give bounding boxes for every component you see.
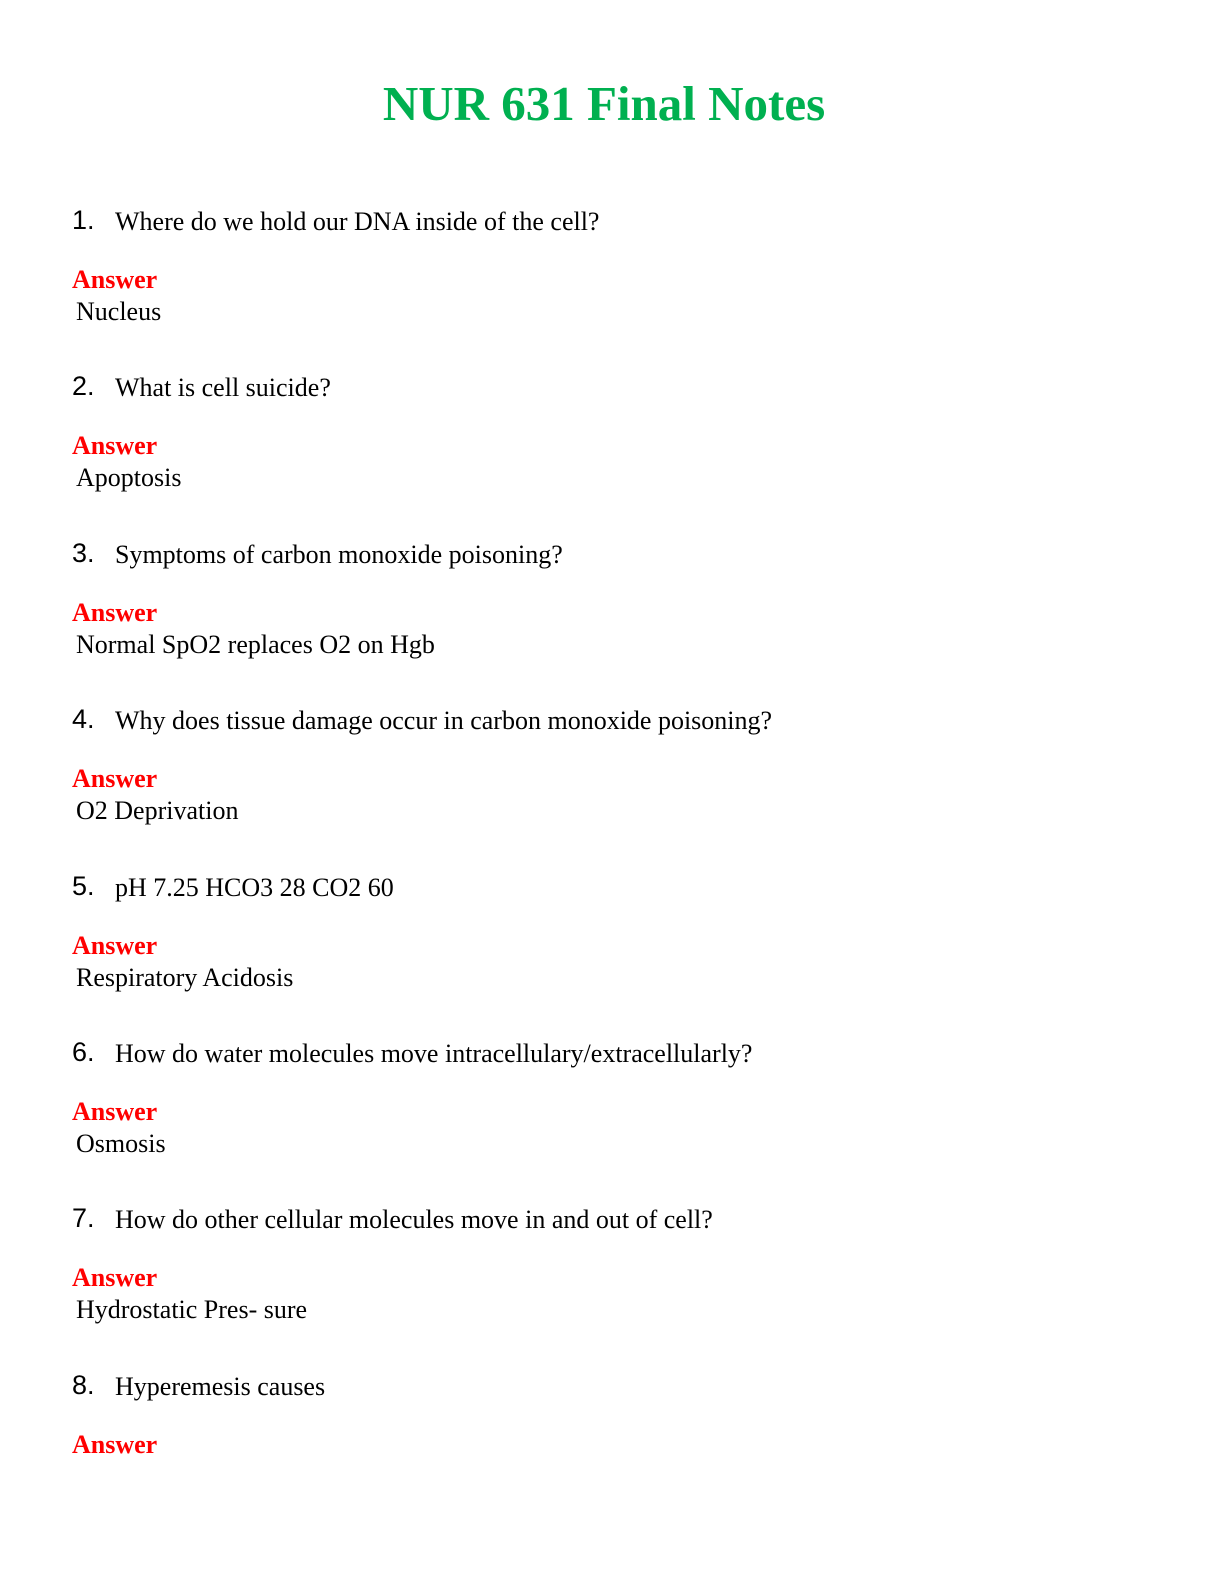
question-text: pH 7.25 HCO3 28 CO2 60 (115, 873, 394, 902)
answer-text: Nucleus (76, 297, 162, 326)
document-title: NUR 631 Final Notes (382, 76, 826, 131)
question-text: How do other cellular molecules move in and out of cell? (115, 1205, 713, 1234)
question-number: 8. (72, 1370, 95, 1400)
answer-text: O2 Deprivation (76, 796, 239, 825)
question-number: 4. (72, 704, 95, 734)
question-number: 6. (72, 1037, 95, 1067)
qa-item-3 (0, 533, 1224, 693)
question-text: Where do we hold our DNA inside of the cell? (115, 207, 600, 236)
answer-label: Answer (72, 431, 158, 460)
question-text: Hyperemesis causes (115, 1372, 326, 1401)
qa-item-5 (0, 866, 1224, 1026)
answer-label: Answer (72, 1097, 158, 1126)
answer-label: Answer (72, 1430, 158, 1459)
qa-item-2 (0, 366, 1224, 526)
answer-text: Apoptosis (76, 463, 182, 492)
answer-label: Answer (72, 265, 158, 294)
answer-text: Respiratory Acidosis (76, 963, 294, 992)
answer-text: Osmosis (76, 1129, 166, 1158)
qa-item-7 (0, 1198, 1224, 1358)
answer-label: Answer (72, 598, 158, 627)
qa-item-6 (0, 1032, 1224, 1192)
answer-label: Answer (72, 1263, 158, 1292)
question-number: 5. (72, 871, 95, 901)
question-text: Why does tissue damage occur in carbon monoxide poisoning? (115, 706, 773, 735)
question-number: 2. (72, 371, 95, 401)
answer-label: Answer (72, 931, 158, 960)
qa-item-8 (0, 1365, 1224, 1525)
answer-label: Answer (72, 764, 158, 793)
question-text: How do water molecules move intracellulary/extracellularly? (115, 1039, 753, 1068)
question-text: What is cell suicide? (115, 373, 331, 402)
qa-item-4 (0, 699, 1224, 859)
question-number: 3. (72, 538, 95, 568)
answer-text: Hydrostatic Pres- sure (76, 1295, 308, 1324)
question-number: 1. (72, 205, 95, 235)
answer-text: Normal SpO2 replaces O2 on Hgb (76, 630, 435, 659)
question-text: Symptoms of carbon monoxide poisoning? (115, 540, 563, 569)
qa-item-1 (0, 200, 1224, 360)
question-number: 7. (72, 1203, 95, 1233)
